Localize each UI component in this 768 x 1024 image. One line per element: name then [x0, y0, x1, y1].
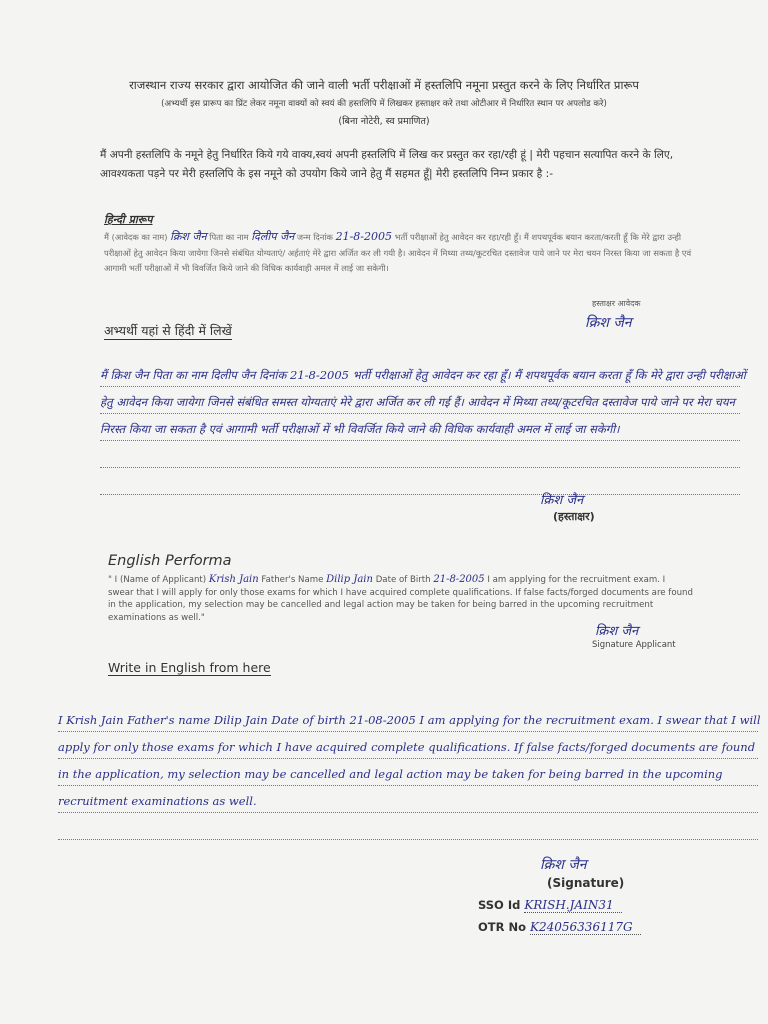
hindi-proforma-signature: क्रिश जैन: [585, 315, 632, 331]
sso-id-value: KRISH.JAIN31: [524, 898, 621, 913]
english-text-4: I am applying for the recruitment exam. I swear that I will apply for only those exams for which I have acquired complete qualifications. If false facts/forged documents are found in the application, my selection may be cancelled and legal action may be taken for being barred in the upcoming recruitment examinations as well.": [108, 575, 693, 623]
hindi-text-1: मैं (आवेदक का नाम): [104, 232, 168, 242]
english-text-1: " I (Name of Applicant): [108, 575, 207, 585]
hindi-proforma-text: [104, 229, 694, 277]
english-text-3: Date of Birth: [375, 575, 431, 585]
english-proforma-signature: क्रिश जैन: [595, 624, 639, 639]
final-signature-caption: (Signature): [547, 876, 625, 890]
declaration-text: मैं अपनी हस्तलिपि के नमूने हेतु निर्धारित किये गये वाक्य,स्वयं अपनी हस्तलिपि में लिख कर प्रस्तुत कर रहा/रही हूं | मेरी पहचान सत्यापित करने के लिए, आवश्यकता पड़ने पर मेरी हस्तलिपि के इस नमूने को उपयोग किये जाने हेतु मैं सहमत हूँ| मेरी हस्तलिपि निम्न प्रकार है :-: [100, 149, 674, 180]
final-signature: क्रिश जैन: [540, 857, 587, 873]
hindi-text-4: भर्ती परीक्षाओं हेतु आवेदन कर रहा/रही हूँ। मैं शपथपूर्वक बयान करता/करती हूँ कि मेरे द्वारा उन्ही परीक्षाओं हेतु आवेदन किया जायेगा जिनसे संबंधित योग्यताएं/ अर्हताएं मेरे द्वारा अर्जित कर ली गयी है। आवेदन में मिथ्या तथ्य/कूटरचित दस्तावेज पाये जाने पर मेरा चयन निरस्त किया जा सकता है एवं आगामी भर्ती परीक्षाओं में भी विवर्जित किये जाने की विधिक कार्यवाही अमल में लाई जा सकेगी।: [104, 232, 692, 273]
english-proforma-title: English Performa: [108, 553, 232, 569]
sso-id-row: [478, 898, 622, 912]
english-handwritten-text: I Krish Jain Father's name Dilip Jain Date of birth 21-08-2005 I am applying for the recruitment exam. I swear that I will apply for only those exams for which I have acquired complete qualifications. If false facts/forged documents are found in the application, my selection may be cancelled and legal action may be taken for being barred in the upcoming recruitment examinations as well.: [58, 713, 761, 808]
ruled-line: [58, 839, 758, 840]
hindi-write-title: अभ्यर्थी यहां से हिंदी में लिखें: [104, 323, 232, 338]
english-dob: 21-8-2005: [433, 574, 485, 585]
hindi-proforma-title: हिन्दी प्रारूप: [104, 213, 153, 226]
english-proforma-text: [108, 574, 693, 624]
hindi-signature-label: हस्ताक्षर आवेदक: [592, 299, 641, 308]
hindi-signature-caption: (हस्ताक्षर): [553, 510, 595, 523]
form-title: राजस्थान राज्य सरकार द्वारा आयोजित की जाने वाली भर्ती परीक्षाओं में हस्तलिपि नमूना प्रस्तुत करने के लिए निर्धारित प्रारूप: [129, 78, 639, 92]
hindi-father-name: दिलीप जैन: [251, 230, 295, 243]
ruled-line: [100, 467, 740, 468]
english-signature-label: Signature Applicant: [592, 640, 676, 650]
hindi-dob: 21-8-2005: [335, 230, 393, 243]
hindi-handwritten-signature: क्रिश जैन: [540, 493, 584, 508]
otr-no-value: K24056336117G: [530, 920, 641, 935]
sso-id-label: SSO Id: [478, 898, 521, 912]
hindi-text-3: जन्म दिनांक: [296, 232, 333, 242]
ruled-line: [100, 494, 740, 495]
english-applicant-name: Krish Jain: [208, 574, 259, 585]
otr-no-label: OTR No: [478, 920, 527, 934]
hindi-applicant-name: क्रिश जैन: [170, 230, 207, 243]
hindi-text-2: पिता का नाम: [209, 232, 249, 242]
hindi-handwritten-text: मैं क्रिश जैन पिता का नाम दिलीप जैन दिनांक 21-8-2005 भर्ती परीक्षाओं हेतु आवेदन कर रहा हूँ। मैं शपथपूर्वक बयान करता हूँ कि मेरे द्वारा उन्ही परीक्षाओं हेतु आवेदन किया जायेगा जिनसे संबंधित समस्त योग्यताएं मेरे द्वारा अर्जित कर ली गई हैं। आवेदन में मिथ्या तथ्य/कूटरचित दस्तावेज पाये जाने पर मेरा चयन निरस्त किया जा सकता है एवं आगामी भर्ती परीक्षाओं में भी विवर्जित किये जाने की विधिक कार्यवाही अमल में लाई जा सकेगी।: [100, 368, 746, 436]
english-father-name: Dilip Jain: [326, 574, 373, 585]
english-text-2: Father's Name: [261, 575, 324, 585]
form-subtitle: (अभ्यर्थी इस प्रारूप का प्रिंट लेकर नमूना वाक्यों को स्वयं की हस्तलिपि में लिखकर हस्ताक्षर करे तथा ओटीआर में निर्धारित स्थान पर अपलोड करे): [161, 99, 607, 109]
form-note: (बिना नोटेरी, स्व प्रमाणित): [338, 116, 430, 127]
otr-no-row: [478, 920, 641, 934]
english-write-title: Write in English from here: [108, 660, 271, 675]
